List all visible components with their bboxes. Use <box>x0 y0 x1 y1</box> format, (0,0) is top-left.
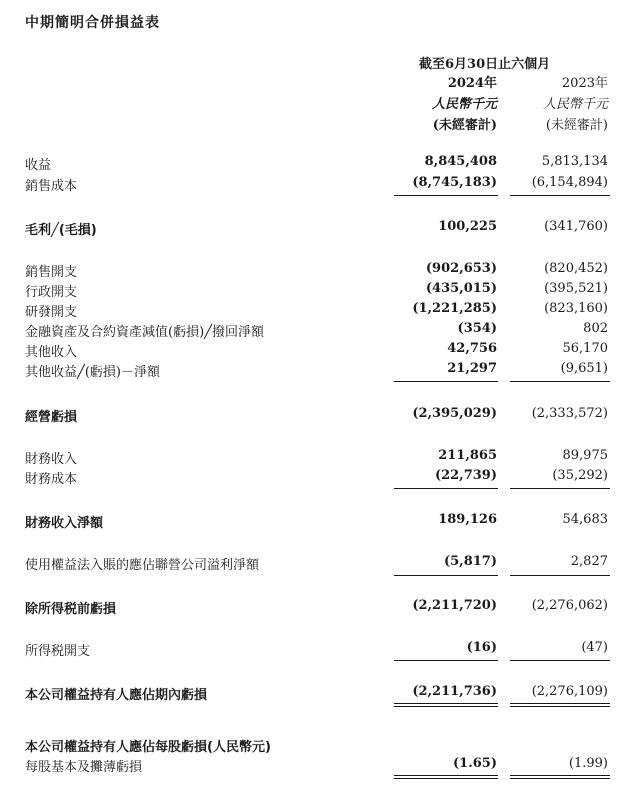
row-label: 除所得税前虧損 <box>25 602 117 617</box>
value-2024: (22,739) <box>434 468 497 483</box>
value-2024: (1,221,285) <box>412 301 497 316</box>
total-double-rule <box>394 703 498 707</box>
row-label: 毛利╱(毛損) <box>25 223 97 238</box>
subtotal-rule <box>394 660 498 661</box>
value-2023: (341,760) <box>544 219 608 234</box>
row-rnd-expenses <box>0 301 631 321</box>
value-2023: (823,160) <box>544 301 608 316</box>
value-2024: (16) <box>466 640 497 655</box>
row-other-gains <box>0 361 631 381</box>
value-2023: 802 <box>583 321 608 336</box>
value-2024: 211,865 <box>438 448 497 463</box>
value-2023: (6,154,894) <box>531 175 608 190</box>
row-net-finance-income <box>0 512 631 532</box>
value-2023: (35,292) <box>552 468 608 483</box>
row-label: 財務成本 <box>25 472 78 487</box>
statement-title: 中期簡明合併損益表 <box>25 15 160 31</box>
value-2024: (2,211,720) <box>412 598 497 613</box>
row-label: 所得税開支 <box>25 644 91 659</box>
row-label: 行政開支 <box>25 285 78 300</box>
unit-2023-header: 人民幣千元 <box>542 97 608 112</box>
value-2023: (2,276,109) <box>531 684 608 699</box>
total-double-rule <box>510 703 610 707</box>
row-cost-of-sales <box>0 175 631 195</box>
value-2023: 2,827 <box>570 554 608 569</box>
value-2023: (9,651) <box>560 361 608 376</box>
year-2024-header: 2024年 <box>447 76 497 91</box>
value-2024: (8,745,183) <box>412 175 497 190</box>
row-operating-loss <box>0 406 631 426</box>
audit-2023-header: (未經審計) <box>545 118 608 133</box>
value-2024: (2,395,029) <box>412 406 497 421</box>
row-label: 財務收入 <box>25 452 78 467</box>
row-eps-heading <box>0 736 631 756</box>
value-2024: 21,297 <box>447 361 497 376</box>
total-double-rule <box>510 775 610 779</box>
subtotal-rule <box>510 195 610 196</box>
row-label: 每股基本及攤薄虧損 <box>25 760 143 775</box>
subtotal-rule <box>394 575 498 576</box>
row-label: 本公司權益持有人應佔每股虧損(人民幣元) <box>25 740 271 755</box>
value-2023: (1.99) <box>568 756 608 771</box>
value-2023: 89,975 <box>562 448 608 463</box>
row-label: 其他收入 <box>25 345 78 360</box>
value-2024: (5,817) <box>443 554 497 569</box>
row-label: 財務收入淨額 <box>25 516 104 531</box>
value-2023: (820,452) <box>544 261 608 276</box>
row-label: 本公司權益持有人應佔期內虧損 <box>25 688 208 703</box>
value-2023: (2,276,062) <box>531 598 608 613</box>
row-finance-costs <box>0 468 631 488</box>
value-2024: (354) <box>457 321 497 336</box>
row-loss-before-tax <box>0 598 631 618</box>
period-header: 截至6月30日止六個月 <box>419 57 551 72</box>
row-income-tax <box>0 640 631 660</box>
row-label: 收益 <box>25 158 52 173</box>
value-2024: (1.65) <box>453 756 497 771</box>
row-eps-basic-diluted <box>0 756 631 776</box>
audit-2024-header: (未經審計) <box>432 118 497 133</box>
subtotal-rule <box>394 195 498 196</box>
row-gross-profit <box>0 219 631 239</box>
subtotal-rule <box>510 575 610 576</box>
value-2024: (2,211,736) <box>412 684 497 699</box>
row-label: 金融資產及合約資產減值(虧損)╱撥回淨額 <box>25 325 264 340</box>
total-double-rule <box>394 775 498 779</box>
row-label: 銷售開支 <box>25 265 78 280</box>
value-2024: (902,653) <box>425 261 497 276</box>
subtotal-rule <box>394 488 498 489</box>
value-2024: 100,225 <box>438 219 497 234</box>
value-2023: 56,170 <box>562 341 608 356</box>
row-revenue <box>0 154 631 174</box>
row-selling-expenses <box>0 261 631 281</box>
value-2023: (47) <box>581 640 608 655</box>
value-2024: 189,126 <box>438 512 497 527</box>
subtotal-rule <box>510 381 610 382</box>
value-2023: (395,521) <box>544 281 608 296</box>
row-share-of-associates <box>0 554 631 574</box>
row-label: 經營虧損 <box>25 410 78 425</box>
value-2024: 42,756 <box>447 341 497 356</box>
subtotal-rule <box>510 488 610 489</box>
value-2023: 5,813,134 <box>541 154 608 169</box>
row-impairment <box>0 321 631 341</box>
row-admin-expenses <box>0 281 631 301</box>
value-2024: (435,015) <box>425 281 497 296</box>
row-finance-income <box>0 448 631 468</box>
row-other-income <box>0 341 631 361</box>
row-label: 銷售成本 <box>25 179 78 194</box>
subtotal-rule <box>394 381 498 382</box>
value-2023: 54,683 <box>562 512 608 527</box>
row-label: 使用權益法入賬的應佔聯營公司溢利淨額 <box>25 558 260 573</box>
value-2024: 8,845,408 <box>424 154 497 169</box>
row-label: 其他收益╱(虧損)－淨額 <box>25 365 160 380</box>
subtotal-rule <box>510 660 610 661</box>
row-label: 研發開支 <box>25 305 78 320</box>
row-loss-for-period <box>0 684 631 704</box>
unit-2024-header: 人民幣千元 <box>431 97 497 112</box>
value-2023: (2,333,572) <box>531 406 608 421</box>
year-2023-header: 2023年 <box>561 76 608 91</box>
